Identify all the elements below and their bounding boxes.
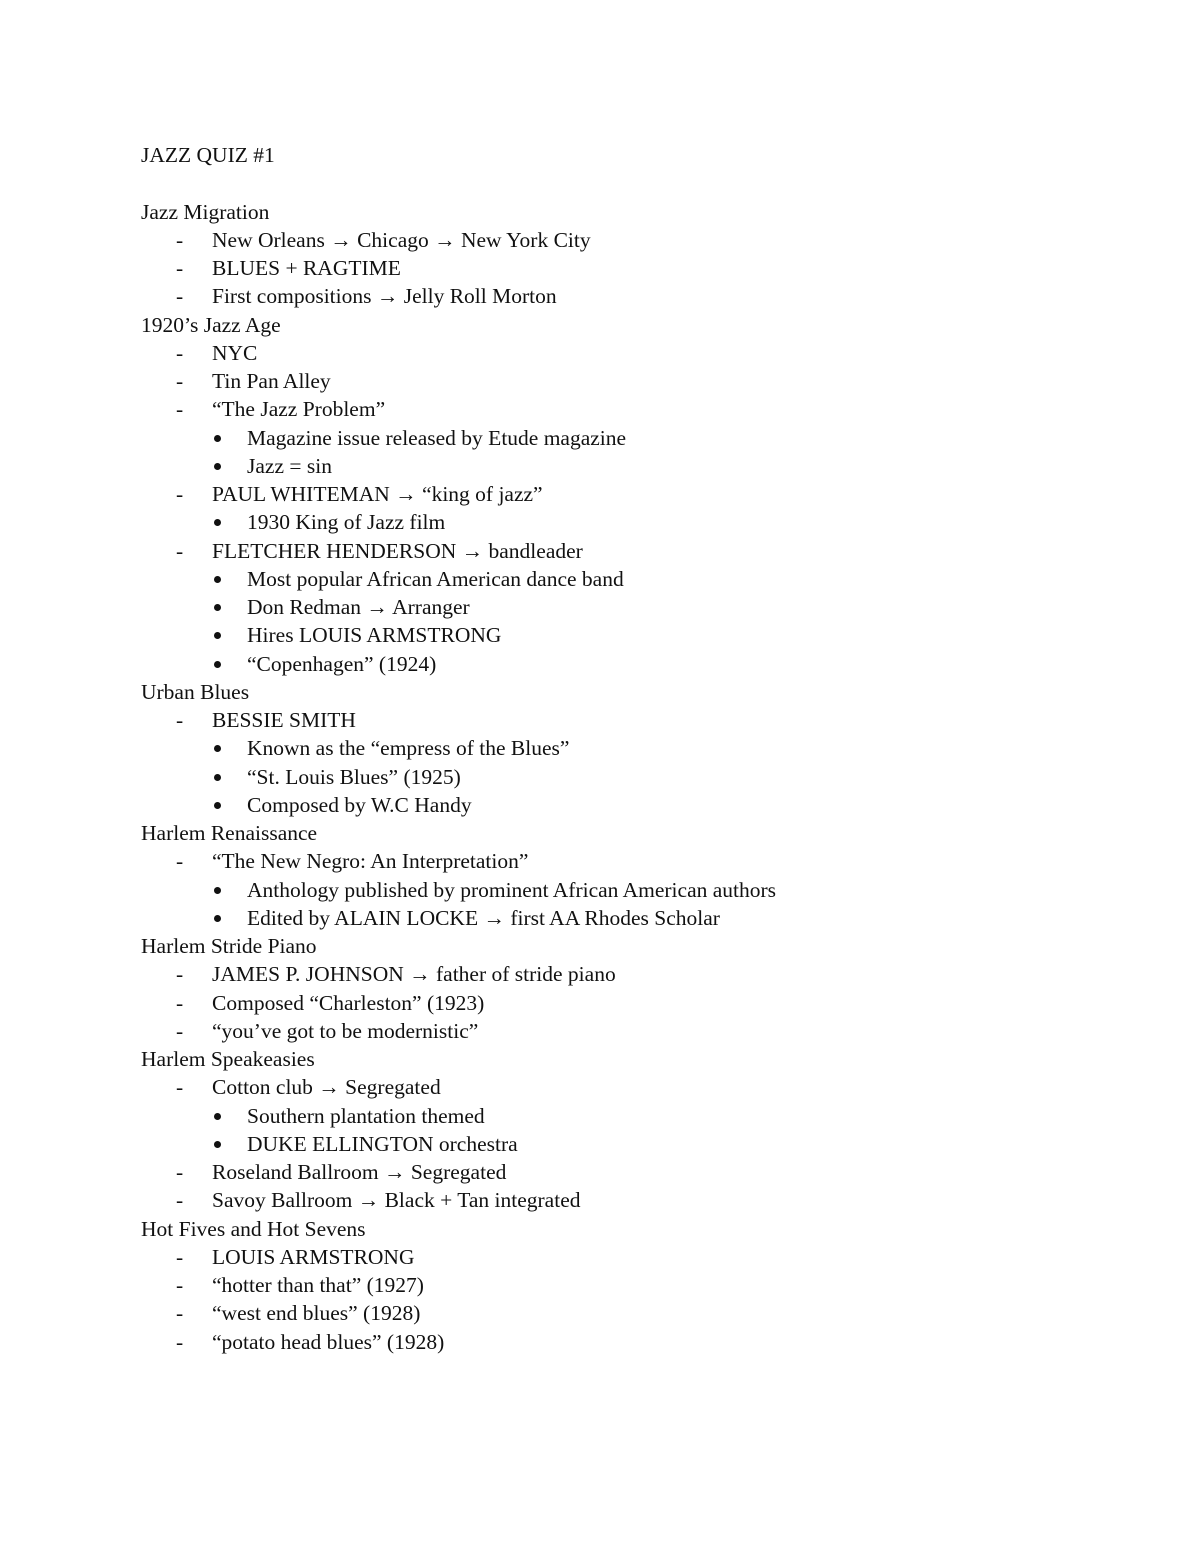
list-item — [141, 960, 1121, 988]
list-item-text: “potato head blues” (1928) — [212, 1329, 445, 1354]
dash-marker: - — [176, 397, 184, 422]
section-heading: Harlem Renaissance — [141, 821, 318, 845]
dash-marker: - — [176, 538, 184, 563]
sub-list-item-text: Composed by W.C Handy — [247, 792, 472, 817]
bullet-icon — [214, 745, 221, 752]
sub-list-item-text: “St. Louis Blues” (1925) — [247, 764, 461, 789]
dash-marker: - — [176, 369, 184, 393]
dash-marker: - — [176, 284, 184, 309]
dash-marker: - — [176, 482, 184, 506]
list-item — [141, 1073, 1121, 1101]
sub-list-item-text: Edited by ALAIN LOCKE → first AA Rhodes Scholar — [247, 905, 720, 930]
list-item-text: New Orleans → Chicago → New York City — [212, 227, 591, 252]
list-item-text: Roseland Ballroom → Segregated — [212, 1160, 507, 1184]
list-item — [141, 367, 1121, 395]
bullet-icon — [214, 887, 221, 894]
dash-marker: - — [176, 340, 184, 365]
sub-list-item-text: Don Redman → Arranger — [247, 595, 470, 619]
sub-list-item — [141, 763, 1121, 791]
section-heading: Urban Blues — [141, 679, 250, 704]
sub-list-item — [141, 734, 1121, 762]
list-item — [141, 480, 1121, 508]
list-item — [141, 254, 1121, 282]
bullet-icon — [214, 802, 221, 809]
list-item-text: NYC — [212, 340, 258, 365]
list-item — [141, 339, 1121, 367]
sub-list-item-text: “Copenhagen” (1924) — [247, 651, 437, 676]
list-item-text: LOUIS ARMSTRONG — [212, 1244, 415, 1269]
list-item — [141, 1243, 1121, 1271]
dash-marker: - — [176, 1329, 184, 1354]
outline — [141, 198, 1121, 1356]
dash-marker: - — [176, 1273, 184, 1297]
dash-marker: - — [176, 1188, 184, 1213]
list-item-text: First compositions → Jelly Roll Morton — [212, 284, 557, 309]
bullet-icon — [214, 435, 221, 442]
list-item — [141, 537, 1121, 565]
sub-list-item — [141, 424, 1121, 452]
dash-marker: - — [176, 1244, 184, 1269]
sub-list-item — [141, 876, 1121, 904]
sub-list-item-text: Southern plantation themed — [247, 1103, 485, 1128]
list-item-text: Tin Pan Alley — [212, 369, 331, 393]
sub-list-item — [141, 1102, 1121, 1130]
dash-marker: - — [176, 1075, 184, 1100]
dash-marker: - — [176, 990, 184, 1015]
list-item-text: “you’ve got to be modernistic” — [212, 1018, 479, 1043]
list-item — [141, 282, 1121, 310]
list-item-text: “west end blues” (1928) — [212, 1301, 421, 1326]
list-item — [141, 1299, 1121, 1327]
bullet-icon — [214, 1113, 221, 1120]
list-item-text: BESSIE SMITH — [212, 708, 356, 732]
sub-list-item — [141, 452, 1121, 480]
sub-list-item-text: Anthology published by prominent African American authors — [247, 877, 777, 902]
sub-list-item — [141, 508, 1121, 536]
bullet-icon — [214, 661, 221, 668]
list-item — [141, 1186, 1121, 1214]
sub-list-item — [141, 565, 1121, 593]
bullet-icon — [214, 604, 221, 611]
bullet-icon — [214, 915, 221, 922]
bullet-icon — [214, 463, 221, 470]
sub-list-item — [141, 1130, 1121, 1158]
list-item-text: “hotter than that” (1927) — [212, 1273, 424, 1297]
sub-list-item — [141, 791, 1121, 819]
list-item — [141, 847, 1121, 875]
document-body — [141, 141, 1121, 1356]
sub-list-item — [141, 650, 1121, 678]
sub-list-item — [141, 621, 1121, 649]
sub-list-item-text: Known as the “empress of the Blues” — [247, 736, 570, 761]
document-title: JAZZ QUIZ #1 — [141, 143, 275, 167]
bullet-icon — [214, 519, 221, 526]
dash-marker: - — [176, 1301, 184, 1326]
list-item-text: FLETCHER HENDERSON → bandleader — [212, 538, 583, 563]
blank-line — [141, 169, 1121, 197]
list-item — [141, 1158, 1121, 1186]
section-heading: Harlem Speakeasies — [141, 1047, 315, 1071]
bullet-icon — [214, 632, 221, 639]
dash-marker: - — [176, 962, 184, 987]
section-heading: 1920’s Jazz Age — [141, 312, 281, 337]
bullet-icon — [214, 774, 221, 781]
list-item — [141, 706, 1121, 734]
list-item-text: “The Jazz Problem” — [212, 397, 386, 422]
dash-marker: - — [176, 227, 184, 252]
sub-list-item-text: Magazine issue released by Etude magazine — [247, 425, 627, 450]
bullet-icon — [214, 576, 221, 583]
sub-list-item — [141, 904, 1121, 932]
sub-list-item-text: Hires LOUIS ARMSTRONG — [247, 623, 502, 648]
list-item — [141, 395, 1121, 423]
list-item-text: Cotton club → Segregated — [212, 1075, 441, 1100]
list-item — [141, 989, 1121, 1017]
list-item — [141, 226, 1121, 254]
dash-marker: - — [176, 256, 184, 280]
list-item — [141, 1271, 1121, 1299]
dash-marker: - — [176, 849, 184, 874]
list-item — [141, 1017, 1121, 1045]
sub-list-item-text: 1930 King of Jazz film — [247, 510, 446, 535]
sub-list-item-text: Most popular African American dance band — [247, 566, 624, 591]
dash-marker: - — [176, 1160, 184, 1184]
section-heading: Harlem Stride Piano — [141, 934, 317, 958]
list-item-text: JAMES P. JOHNSON → father of stride piano — [212, 962, 616, 987]
list-item — [141, 1328, 1121, 1356]
dash-marker: - — [176, 708, 184, 732]
section-heading: Jazz Migration — [141, 199, 270, 224]
sub-list-item-text: DUKE ELLINGTON orchestra — [247, 1131, 518, 1156]
dash-marker: - — [176, 1018, 184, 1043]
sub-list-item-text: Jazz = sin — [247, 453, 332, 478]
section-heading: Hot Fives and Hot Sevens — [141, 1216, 366, 1241]
list-item-text: “The New Negro: An Interpretation” — [212, 849, 529, 874]
list-item-text: Composed “Charleston” (1923) — [212, 990, 485, 1015]
sub-list-item — [141, 593, 1121, 621]
list-item-text: BLUES + RAGTIME — [212, 256, 401, 280]
bullet-icon — [214, 1141, 221, 1148]
list-item-text: PAUL WHITEMAN → “king of jazz” — [212, 482, 543, 506]
list-item-text: Savoy Ballroom → Black + Tan integrated — [212, 1188, 581, 1213]
